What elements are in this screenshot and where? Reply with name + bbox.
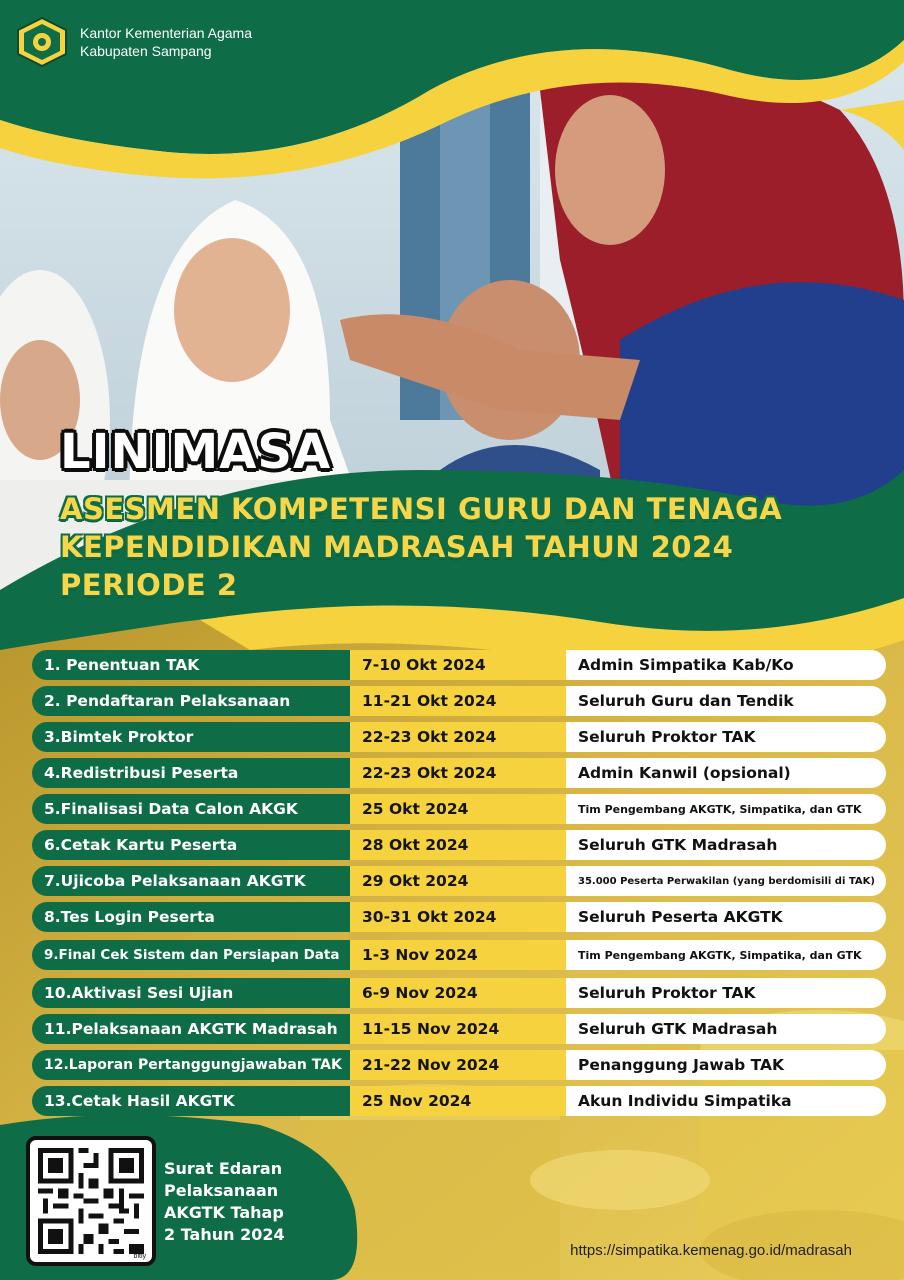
schedule-task: 1. Penentuan TAK [32, 650, 354, 680]
subtitle-line-1: ASESMEN KOMPETENSI GURU DAN TENAGA [60, 492, 783, 526]
org-line-2: Kabupaten Sampang [80, 43, 212, 59]
schedule-responsible: Seluruh Guru dan Tendik [566, 686, 886, 716]
schedule-responsible: Seluruh GTK Madrasah [566, 1014, 886, 1044]
header [14, 16, 252, 68]
schedule-task: 12.Laporan Pertanggungjawaban TAK [32, 1050, 354, 1080]
schedule-date: 1-3 Nov 2024 [350, 940, 572, 970]
schedule-task: 11.Pelaksanaan AKGTK Madrasah [32, 1014, 354, 1044]
org-line-1: Kantor Kementerian Agama [80, 25, 252, 41]
schedule-date: 6-9 Nov 2024 [350, 978, 572, 1008]
schedule-responsible: 35.000 Peserta Perwakilan (yang berdomisili di TAK) [566, 866, 886, 896]
schedule-row [32, 650, 888, 680]
schedule-responsible: Akun Individu Simpatika [566, 1086, 886, 1116]
qr-caption-line-4: 2 Tahun 2024 [164, 1225, 285, 1244]
schedule-responsible: Admin Kanwil (opsional) [566, 758, 886, 788]
qr-tag: bitly [133, 1253, 146, 1260]
schedule-row [32, 978, 888, 1008]
schedule-row [32, 1050, 888, 1080]
schedule-task: 7.Ujicoba Pelaksanaan AKGTK [32, 866, 354, 896]
schedule-date: 11-15 Nov 2024 [350, 1014, 572, 1044]
page-title: LINIMASA [60, 424, 332, 480]
qr-caption [164, 1158, 285, 1246]
schedule-date: 30-31 Okt 2024 [350, 902, 572, 932]
schedule-task: 13.Cetak Hasil AKGTK [32, 1086, 354, 1116]
schedule-date: 25 Okt 2024 [350, 794, 572, 824]
qr-caption-line-3: AKGTK Tahap [164, 1203, 284, 1222]
schedule-responsible: Seluruh Proktor TAK [566, 978, 886, 1008]
schedule-task: 10.Aktivasi Sesi Ujian [32, 978, 354, 1008]
schedule-responsible: Seluruh Proktor TAK [566, 722, 886, 752]
website-link[interactable]: https://simpatika.kemenag.go.id/madrasah [570, 1242, 852, 1259]
schedule-row [32, 866, 888, 896]
schedule-date: 11-21 Okt 2024 [350, 686, 572, 716]
schedule-task: 2. Pendaftaran Pelaksanaan [32, 686, 354, 716]
schedule-row [32, 722, 888, 752]
schedule-row [32, 686, 888, 716]
schedule-responsible: Tim Pengembang AKGTK, Simpatika, dan GTK [566, 940, 886, 970]
schedule-row [32, 940, 888, 970]
schedule-row [32, 902, 888, 932]
schedule-date: 7-10 Okt 2024 [350, 650, 572, 680]
qr-code-icon [38, 1148, 144, 1254]
schedule-task: 5.Finalisasi Data Calon AKGK [32, 794, 354, 824]
schedule-responsible: Penanggung Jawab TAK [566, 1050, 886, 1080]
schedule-task: 3.Bimtek Proktor [32, 722, 354, 752]
subtitle-line-2: KEPENDIDIKAN MADRASAH TAHUN 2024 [60, 530, 734, 564]
qr-caption-line-1: Surat Edaran [164, 1159, 283, 1178]
kemenag-emblem-icon [14, 16, 70, 68]
schedule-date: 29 Okt 2024 [350, 866, 572, 896]
schedule-date: 28 Okt 2024 [350, 830, 572, 860]
schedule-responsible: Tim Pengembang AKGTK, Simpatika, dan GTK [566, 794, 886, 824]
schedule-row [32, 758, 888, 788]
qr-code[interactable] [26, 1136, 156, 1266]
schedule-responsible: Admin Simpatika Kab/Ko [566, 650, 886, 680]
schedule-row [32, 794, 888, 824]
schedule-date: 22-23 Okt 2024 [350, 758, 572, 788]
schedule-row [32, 1014, 888, 1044]
schedule-date: 21-22 Nov 2024 [350, 1050, 572, 1080]
organization-name [80, 24, 252, 60]
schedule-date: 25 Nov 2024 [350, 1086, 572, 1116]
schedule-task: 9.Final Cek Sistem dan Persiapan Data [32, 940, 354, 970]
page-subtitle [60, 490, 782, 604]
schedule-responsible: Seluruh GTK Madrasah [566, 830, 886, 860]
schedule-date: 22-23 Okt 2024 [350, 722, 572, 752]
schedule-responsible: Seluruh Peserta AKGTK [566, 902, 886, 932]
subtitle-line-3: PERIODE 2 [60, 568, 238, 602]
schedule-task: 4.Redistribusi Peserta [32, 758, 354, 788]
qr-caption-line-2: Pelaksanaan [164, 1181, 279, 1200]
schedule-task: 6.Cetak Kartu Peserta [32, 830, 354, 860]
schedule-row [32, 830, 888, 860]
schedule-task: 8.Tes Login Peserta [32, 902, 354, 932]
schedule-row [32, 1086, 888, 1116]
